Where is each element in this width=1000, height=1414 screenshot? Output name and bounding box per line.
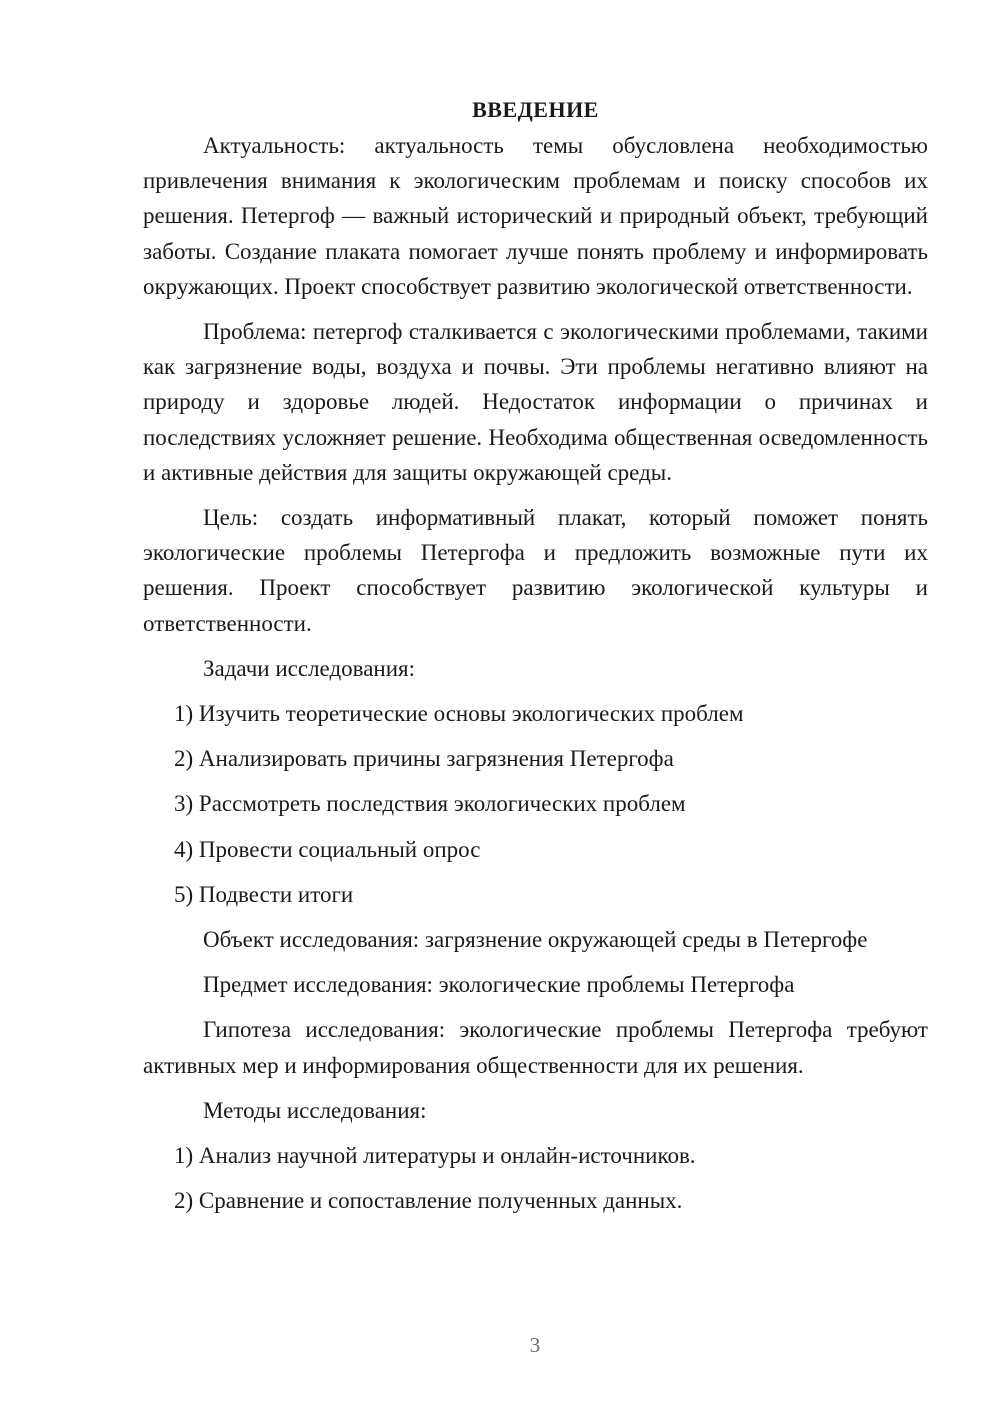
list-item: 1) Изучить теоретические основы экологических проблем: [174, 701, 744, 727]
list-item: 1) Анализ научной литературы и онлайн-источников.: [174, 1143, 696, 1169]
tasks-title: Задачи исследования:: [203, 655, 416, 681]
goal-paragraph: Цель: создать информативный плакат, который поможет понять экологические проблемы Петергофа и предложить возможные пути их решения. Проект способствует развитию экологической культуры и ответственности.: [143, 505, 928, 636]
list-item: 3) Рассмотреть последствия экологических проблем: [174, 791, 686, 817]
section-heading: ВВЕДЕНИЕ: [472, 97, 599, 122]
methods-title: Методы исследования:: [203, 1097, 427, 1123]
list-item: 2) Анализировать причины загрязнения Петергофа: [174, 746, 674, 772]
list-item: 4) Провести социальный опрос: [174, 836, 481, 862]
research-object: Объект исследования: загрязнение окружающей среды в Петергофе: [203, 927, 868, 953]
tasks-list: [143, 696, 928, 912]
methods-list: [143, 1138, 928, 1218]
relevance-paragraph: Актуальность: актуальность темы обусловлена необходимостью привлечения внимания к экологическим проблемам и поиску способов их решения. Петергоф — важный исторический и природный объект, требующий заботы. Создание плаката помогает лучше понять проблему и информировать окружающих. Проект способствует развитию экологической ответственности.: [143, 133, 928, 299]
list-item: 2) Сравнение и сопоставление полученных данных.: [174, 1188, 683, 1214]
research-subject: Предмет исследования: экологические проблемы Петергофа: [203, 972, 795, 998]
hypothesis-paragraph: Гипотеза исследования: экологические проблемы Петергофа требуют активных мер и информирования общественности для их решения.: [143, 1017, 928, 1078]
list-item: 5) Подвести итоги: [174, 881, 354, 907]
problem-paragraph: Проблема: петергоф сталкивается с экологическими проблемами, такими как загрязнение воды, воздуха и почвы. Эти проблемы негативно влияют на природу и здоровье людей. Недостаток информации о причинах и последствиях усложняет решение. Необходима общественная осведомленность и активные действия для защиты окружающей среды.: [143, 319, 928, 485]
page-number: 3: [529, 1333, 541, 1357]
document-page: [143, 92, 928, 1228]
